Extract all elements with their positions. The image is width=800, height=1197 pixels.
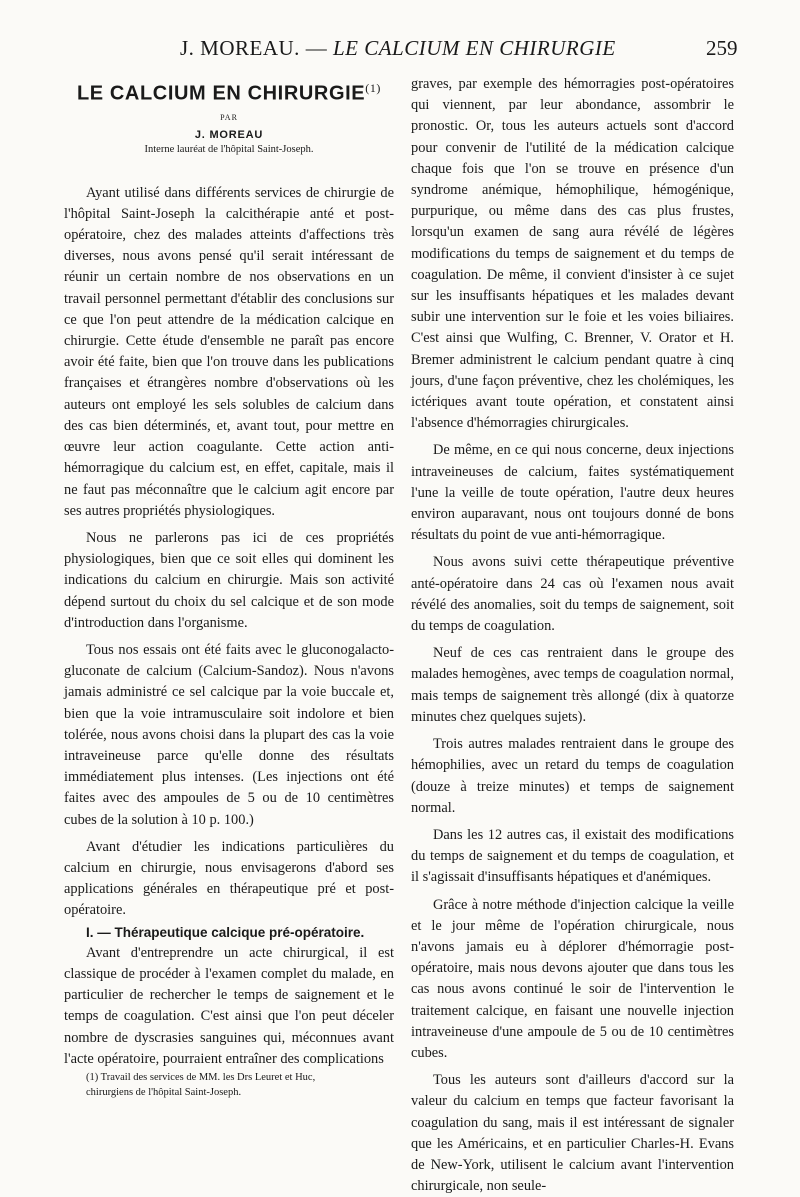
paragraph: Trois autres malades rentraient dans le groupe des hémophilies, avec un retard du temps de coagulation (douze à treize minutes) et temps de saignement normal. [411,736,734,816]
right-column [411,74,734,1197]
paragraph: Dans les 12 autres cas, il existait des modifications du temps de saignement et du temps de coagulation, et il s'agissait d'insuffisants hépatiques et d'anémiques. [411,826,734,886]
running-head [0,36,800,66]
paragraph: graves, par exemple des hémorragies post-opératoires qui viennent, par leur abondance, assombrir le pronostic. Or, tous les auteurs actuels sont d'accord pour convenir de l'utilité de la médication calcique chaque fois que l'on se trouve en présence d'un syndrome anémique, hémophilique, hémogénique, purpurique, ou même dans des cas plus frustes, lorsqu'un examen de sang aura révélé de légères modifications du temps de saignement et du temps de coagulation. De même, il convient d'insister à ce sujet sur les insuffisants hépatiques et les malades devant subir une intervention sur le foie et les voies biliaires. C'est ainsi que Wulfing, C. Brenner, V. Orator et H. Bremer administrent le calcium pendant quatre à cinq jours, d'une façon préventive, chez les cholémiques, les ictériques avant toute opération, et constatent ainsi l'absence d'hémorragies chirurgicales. [411,76,734,432]
title-footnote-marker: (1) [365,81,382,95]
byline-par: PAR [220,112,238,122]
author-affiliation: Interne lauréat de l'hôpital Saint-Joseph. [144,143,314,155]
paragraph: De même, en ce qui nous concerne, deux injections intraveineuses de calcium, faites systématiquement l'une la veille de toute opération, l'autre deux heures environ auparavant, nous ont toujours donné de bons résultats du point de vue anti-hémorragique. [411,442,734,544]
footnote-line: chirurgiens de l'hôpital Saint-Joseph. [86,1086,242,1098]
footnote [64,1070,394,1100]
paragraph: Nous ne parlerons pas ici de ces propriétés physiologiques, bien que ce soit elles qui dominent les indications du calcium en chirurgie. Mais son activité dépend surtout du choix du sel calcique et de son mode d'introduction dans l'organisme. [64,529,394,631]
paragraph: Ayant utilisé dans différents services de chirurgie de l'hôpital Saint-Joseph la calcithérapie anté et post-opératoire, chez des malades atteints d'affections très diverses, nous avons pensé qu'il serait intéressant de réunir un certain nombre de nos observations en un travail personnel permettant d'établir des conclusions sur ce que l'on peut attendre de la médication calcique en chirurgie. Cette étude d'ensemble ne paraît pas encore avoir été faite, bien que l'on trouve dans les publications françaises et étrangères nombre d'observations où les auteurs ont employé les sels solubles de calcium dans des cas bien déterminés, et, avant tout, pour mettre en œuvre leur action coagulante. Cette action anti-hémorragique du calcium est, en effet, capitale, mais il ne faut pas méconnaître que le calcium agit encore par ses autres propriétés physiologiques. [64,184,394,519]
article-author: J. MOREAU [194,128,264,141]
left-column [64,74,394,1100]
paragraph: Avant d'entreprendre un acte chirurgical, il est classique de procéder à l'examen complet du malade, en particulier de rechercher le temps de saignement et le temps de coagulation. C'est ainsi que l'on peut déceler nombre de dyscrasies sanguines qui, méconnues avant l'acte opératoire, pourraient entraîner des complications [64,944,394,1067]
running-head-dash: — [305,36,328,60]
page-number: 259 [706,36,738,60]
running-head-journal-title: LE CALCIUM EN CHIRURGIE [332,36,616,60]
paragraph: Tous nos essais ont été faits avec le gluconogalacto-gluconate de calcium (Calcium-Sandoz). Nous n'avons jamais administré ce sel calcique par la voie buccale et, bien que la voie intramusculaire soit indolore et bien tolérée, nous avons choisi dans la plupart des cas la voie intraveineuse parce qu'elle donne des résultats immédiatement plus intenses. (Les injections ont été faites avec des ampoules de 5 ou de 10 centimètres cubes de la solution à 10 p. 100.) [64,641,394,828]
paragraph: Grâce à notre méthode d'injection calcique la veille et le jour même de l'opération chirurgicale, nous n'avons jamais eu à déplorer d'hémorragie post-opératoire, mais nous devons ajouter que dans tous les cas nous avons continué le soir de l'intervention le traitement calcique, en faisant une nouvelle injection intraveineuse d'une ampoule de 5 ou de 10 centimètres cubes. [411,896,734,1061]
paragraph: Neuf de ces cas rentraient dans le groupe des malades hemogènes, avec temps de coagulation normal, mais temps de saignement très allongé (dix à quatorze minutes chez quelques sujets). [411,645,734,725]
paragraph: Avant d'étudier les indications particulières du calcium en chirurgie, nous envisagerons d'abord ses applications générales en thérapeutique pré et post-opératoire. [64,838,394,919]
running-head-author: J. MOREAU. [180,36,300,60]
section-heading: I. — Thérapeutique calcique pré-opératoire. [86,924,365,940]
article-title [64,76,394,106]
paragraph: Nous avons suivi cette thérapeutique préventive anté-opératoire dans 24 cas où l'examen nous avait révélé des anomalies, soit du temps de saignement, soit du temps de coagulation. [411,554,734,635]
running-head-title [180,36,616,61]
article-title-text: LE CALCIUM EN CHIRURGIE [76,82,366,105]
paragraph: Tous les auteurs sont d'ailleurs d'accord sur la valeur du calcium en temps que facteur favorisant la coagulation du sang, mais il est intéressant de signaler que les Américains, et en particulier Charles-H. Evans de New-York, utilisent le calcium avant l'intervention chirurgicale, non seule- [411,1072,734,1195]
footnote-line: (1) Travail des services de MM. les Drs Leuret et Huc, [86,1071,316,1083]
